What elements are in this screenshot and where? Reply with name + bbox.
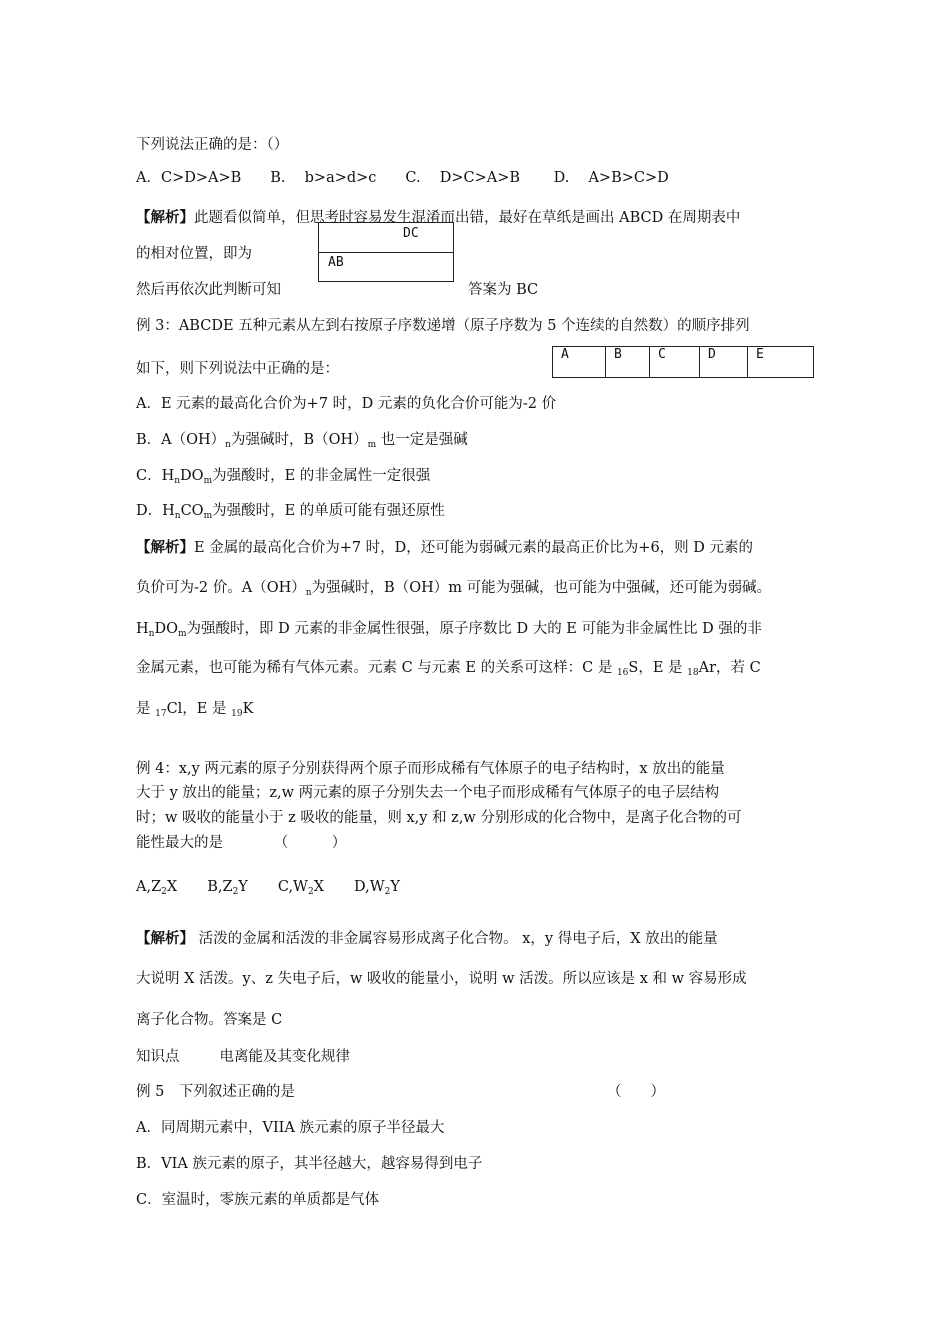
analysis-line: 【解析】E 金属的最高化合价为+7 时，D，还可能为弱碱元素的最高正价比为+6，则 D 元素的 (136, 539, 754, 556)
option-b: B．$A(OH)_n$为强碱时，$B(OH)_m$ 也一定是强碱 (136, 432, 468, 450)
example-3-line: 如下，则下列说法中正确的是： (136, 361, 339, 377)
analysis-line: 负价可为-2 价。$A(OH)_n$为强碱时，B（OH）m 可能为强碱，也可能为中强碱，还可能为弱碱。 (136, 580, 772, 598)
example-5-question: 例 5 下列叙述正确的是 (136, 1084, 295, 1100)
analysis-line: 离子化合物。答案是 C (136, 1012, 283, 1028)
option-a: A．同周期元素中，VIIA 族元素的原子半径最大 (136, 1120, 445, 1136)
example-4-line: 例 4：x,y 两元素的原子分别获得两个原子而形成稀有气体原子的电子结构时，x 放出的能量 (136, 761, 725, 777)
analysis-line: $H_nDO_m$为强酸时，即 D 元素的非金属性很强，原子序数比 D 大的 E 可能为非金属性比 D 强的非 (136, 621, 762, 639)
example-4-line: 能性最大的是 （ ） (136, 835, 347, 851)
answer-bracket: （ ） (607, 1084, 665, 1100)
analysis-line: 【解析】 活泼的金属和活泼的非金属容易形成离子化合物。 x，y 得电子后，X 放出的能量 (136, 930, 718, 947)
diagram-top-label: DC (403, 226, 419, 241)
element-cell: C (649, 347, 708, 377)
position-diagram (318, 222, 454, 282)
analysis-line: 【解析】此题看似简单，但思考时容易发生混淆而出错，最好在草纸是画出 ABCD 在周期表中 (136, 209, 741, 226)
question-prompt: 下列说法正确的是：（） (136, 137, 289, 153)
element-cell: D (699, 347, 756, 377)
example-4-line: 大于 y 放出的能量；z,w 两元素的原子分别失去一个电子而形成稀有气体原子的电子层结构 (136, 785, 720, 801)
element-cell: E (747, 347, 822, 377)
element-cell: B (605, 347, 658, 377)
diagram-bottom-label: AB (328, 255, 344, 270)
element-row-table (552, 346, 814, 378)
analysis-line: 的相对位置，即为 (136, 246, 252, 262)
option-d: D．$H_nCO_m$为强酸时，E 的单质可能有强还原性 (136, 503, 445, 521)
element-cell: A (561, 347, 569, 362)
answer-text: 答案为 BC (468, 282, 539, 298)
example-3-line: 例 3：ABCDE 五种元素从左到右按原子序数递增（原子序数为 5 个连续的自然数）的顺序排列 (136, 318, 750, 334)
diagram-divider (319, 252, 453, 253)
analysis-line: 大说明 X 活泼。y、z 失电子后，w 吸收的能量小，说明 w 活泼。所以应该是 x 和 w 容易形成 (136, 971, 747, 987)
example-4-line: 时；w 吸收的能量小于 z 吸收的能量，则 x,y 和 z,w 分别形成的化合物中，是离子化合物的可 (136, 810, 742, 826)
analysis-line: 然后再依次此判断可知 (136, 282, 281, 298)
example-4-options: $A,Z_2X$ $B,Z_2Y$ $C,W_2X$ $D,W_2Y$ (136, 879, 400, 897)
analysis-line: 金属元素，也可能为稀有气体元素。元素 C 与元素 E 的关系可这样：C 是 $_{16}$S，E 是 $_{18}$Ar，若 C (136, 660, 761, 678)
question-options: A．C>D>A>B B. b>a>d>c C. D>C>A>B D. A>B>C>D (136, 170, 669, 186)
option-c: C．室温时，零族元素的单质都是气体 (136, 1192, 380, 1208)
option-b: B．VIA 族元素的原子，其半径越大，越容易得到电子 (136, 1156, 483, 1172)
analysis-line: 是 $_{17}$Cl，E 是 $_{19}$K (136, 701, 254, 719)
analysis-tag: 【解析】 (136, 209, 194, 226)
option-a: A．E 元素的最高化合价为+7 时，D 元素的负化合价可能为-2 价 (136, 396, 557, 412)
knowledge-point: 知识点 电离能及其变化规律 (136, 1049, 350, 1065)
option-c: C．$H_nDO_m$为强酸时，E 的非金属性一定很强 (136, 468, 431, 486)
